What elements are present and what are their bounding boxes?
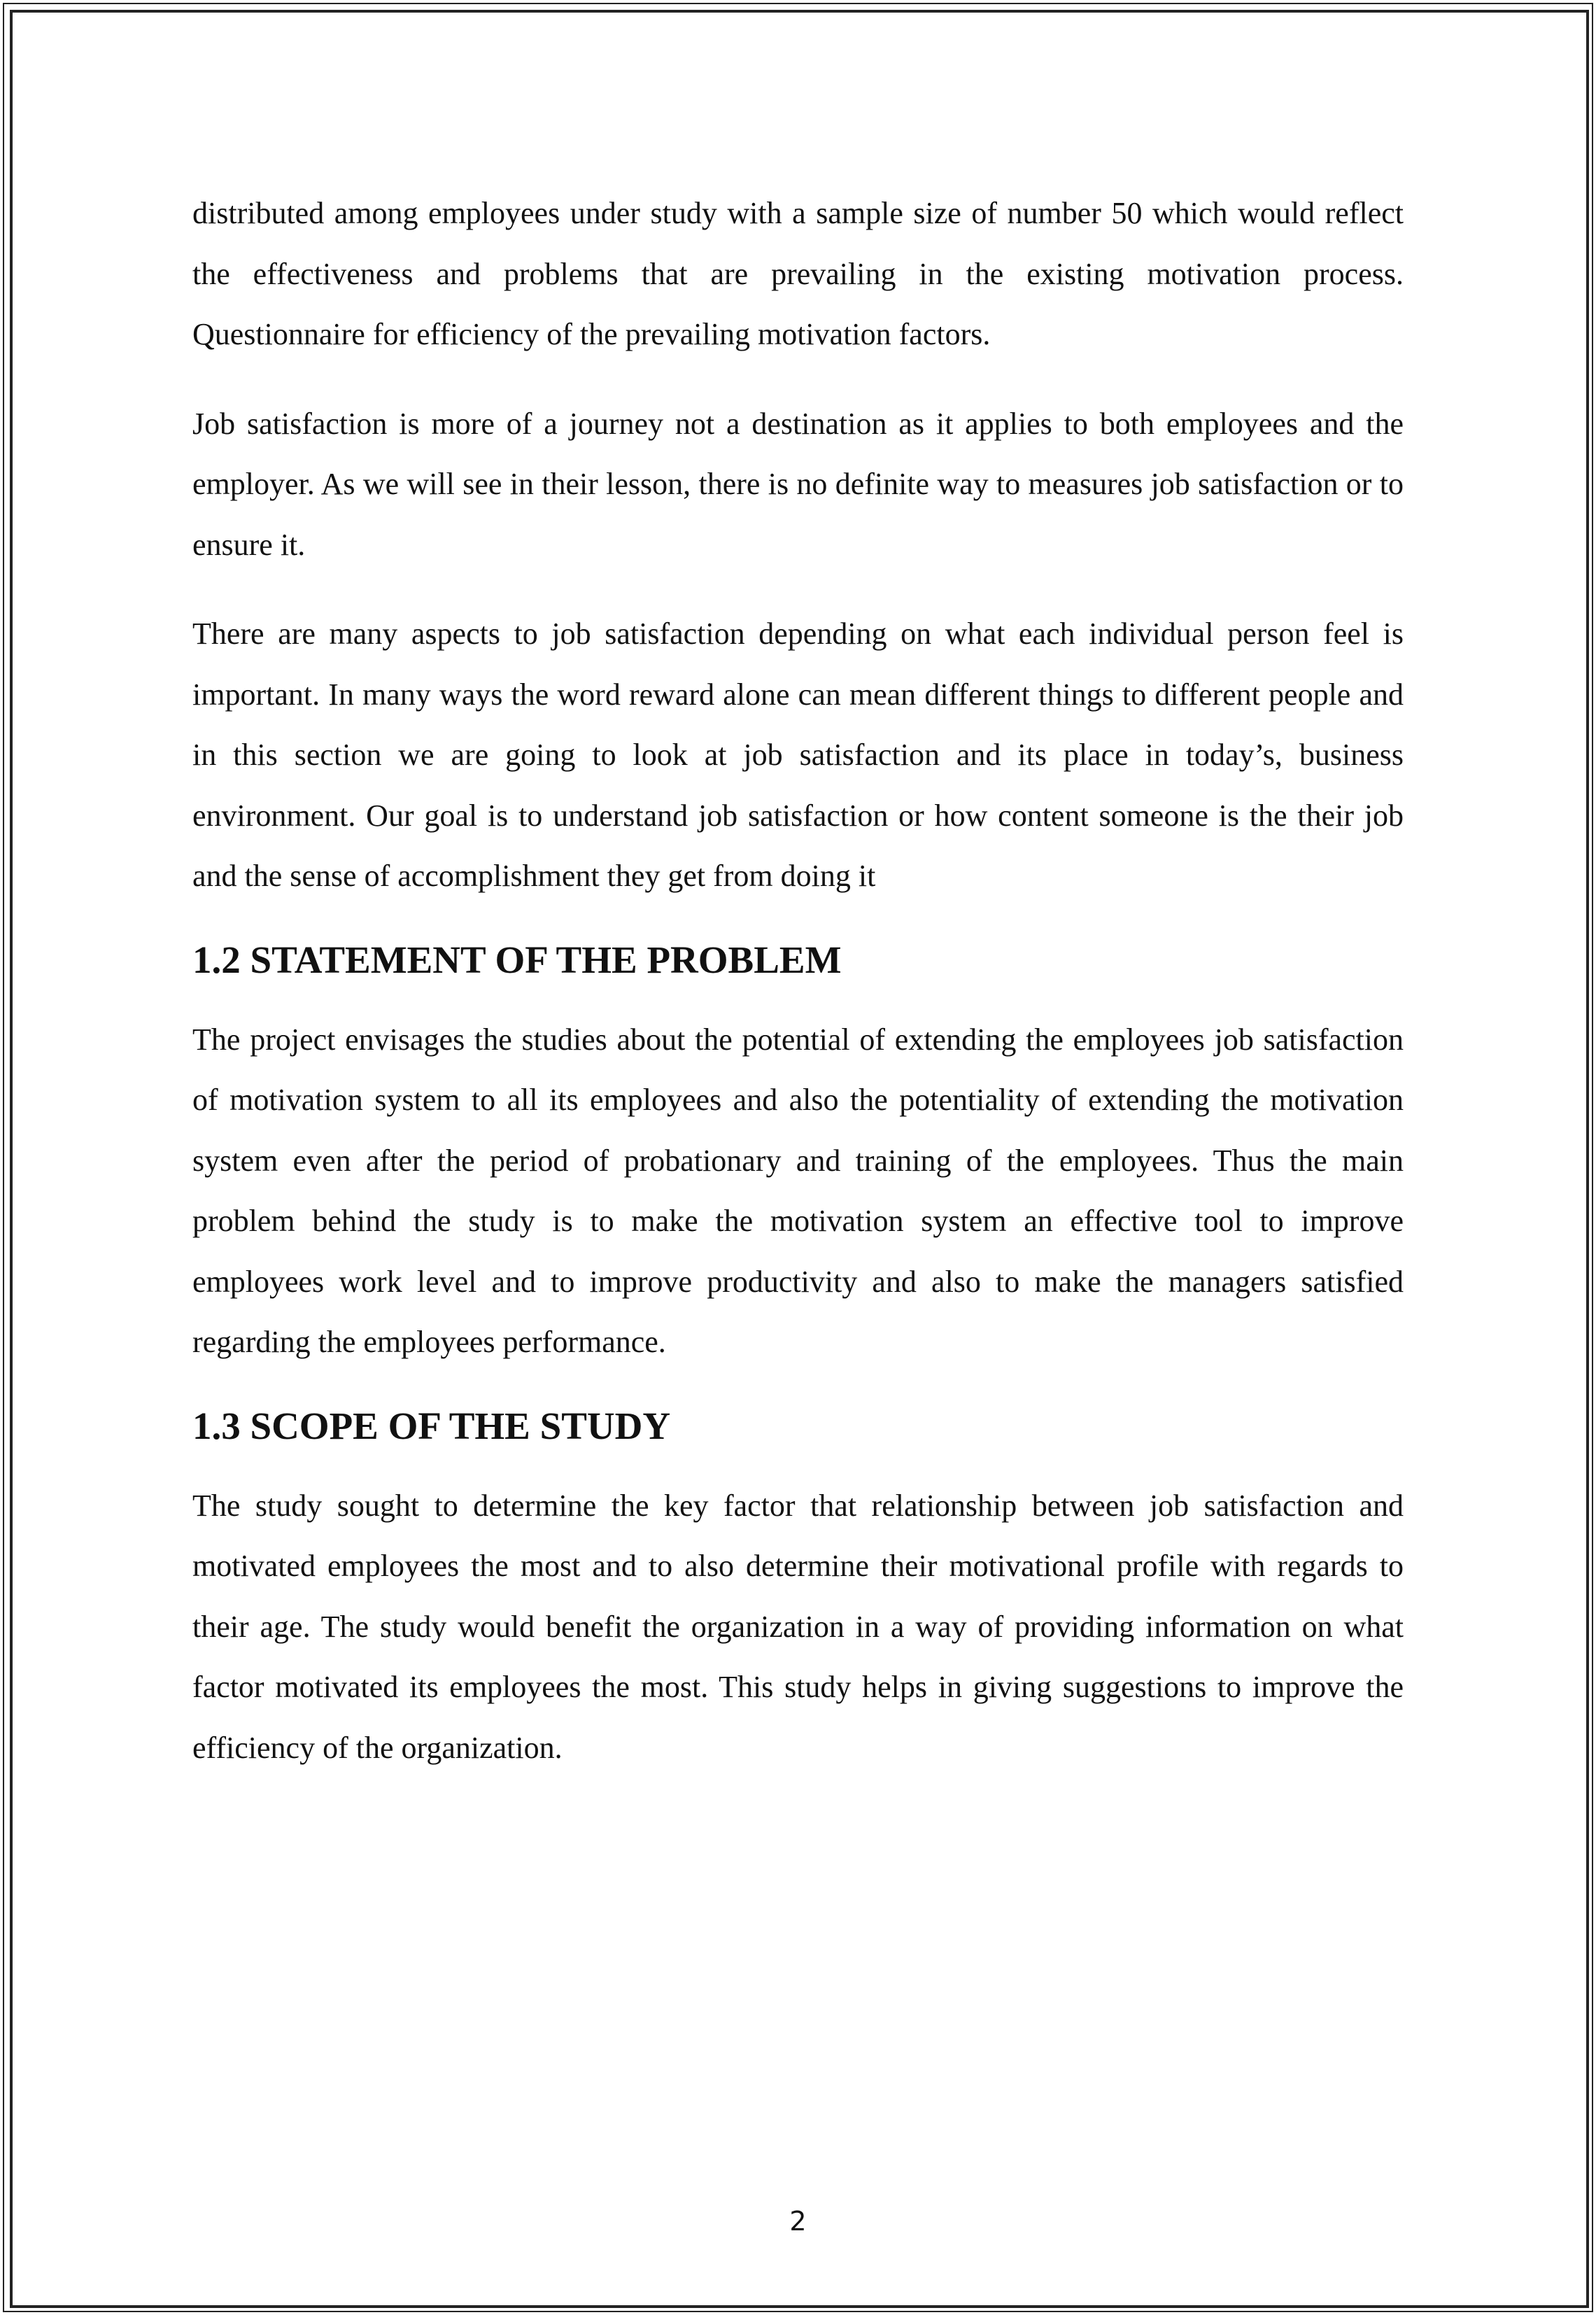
section-heading-statement-of-problem: 1.2 STATEMENT OF THE PROBLEM	[192, 938, 842, 981]
scope-of-study-paragraph: The study sought to determine the key factor that relationship between job satisfaction and motivated employees the most and to also determine their motivational profile with regards to their age. The study would benefit the organization in a way of providing information on what factor motivated its employees the most. This study helps in giving suggestions to improve the efficiency of the organization.	[192, 1488, 1404, 1765]
intro-paragraph-2: Job satisfaction is more of a journey not a destination as it applies to both employees and the employer. As we will see in their lesson, there is no definite way to measures job satisfaction or to ensure it.	[192, 406, 1404, 562]
section-heading-scope-of-study: 1.3 SCOPE OF THE STUDY	[192, 1404, 671, 1447]
document-body	[192, 183, 1404, 1807]
page-number: 2	[789, 2206, 807, 2237]
intro-paragraph-3: There are many aspects to job satisfaction depending on what each individual person feel is important. In many ways the word reward alone can mean different things to different people and in this section we are going to look at job satisfaction and its place in today’s, business environment. Our goal is to understand job satisfaction or how content someone is the their job and the sense of accomplishment they get from doing it	[192, 617, 1404, 893]
statement-of-problem-paragraph: The project envisages the studies about the potential of extending the employees job satisfaction of motivation system to all its employees and also the potentiality of extending the motivation system even after the period of probationary and training of the employees. Thus the main problem behind the study is to make the motivation system an effective tool to improve employees work level and to improve productivity and also to make the managers satisfied regarding the employees performance.	[192, 1022, 1404, 1359]
intro-paragraph-1: distributed among employees under study with a sample size of number 50 which would reflect the effectiveness and problems that are prevailing in the existing motivation process. Questionnaire for efficiency of the prevailing motivation factors.	[192, 196, 1404, 351]
